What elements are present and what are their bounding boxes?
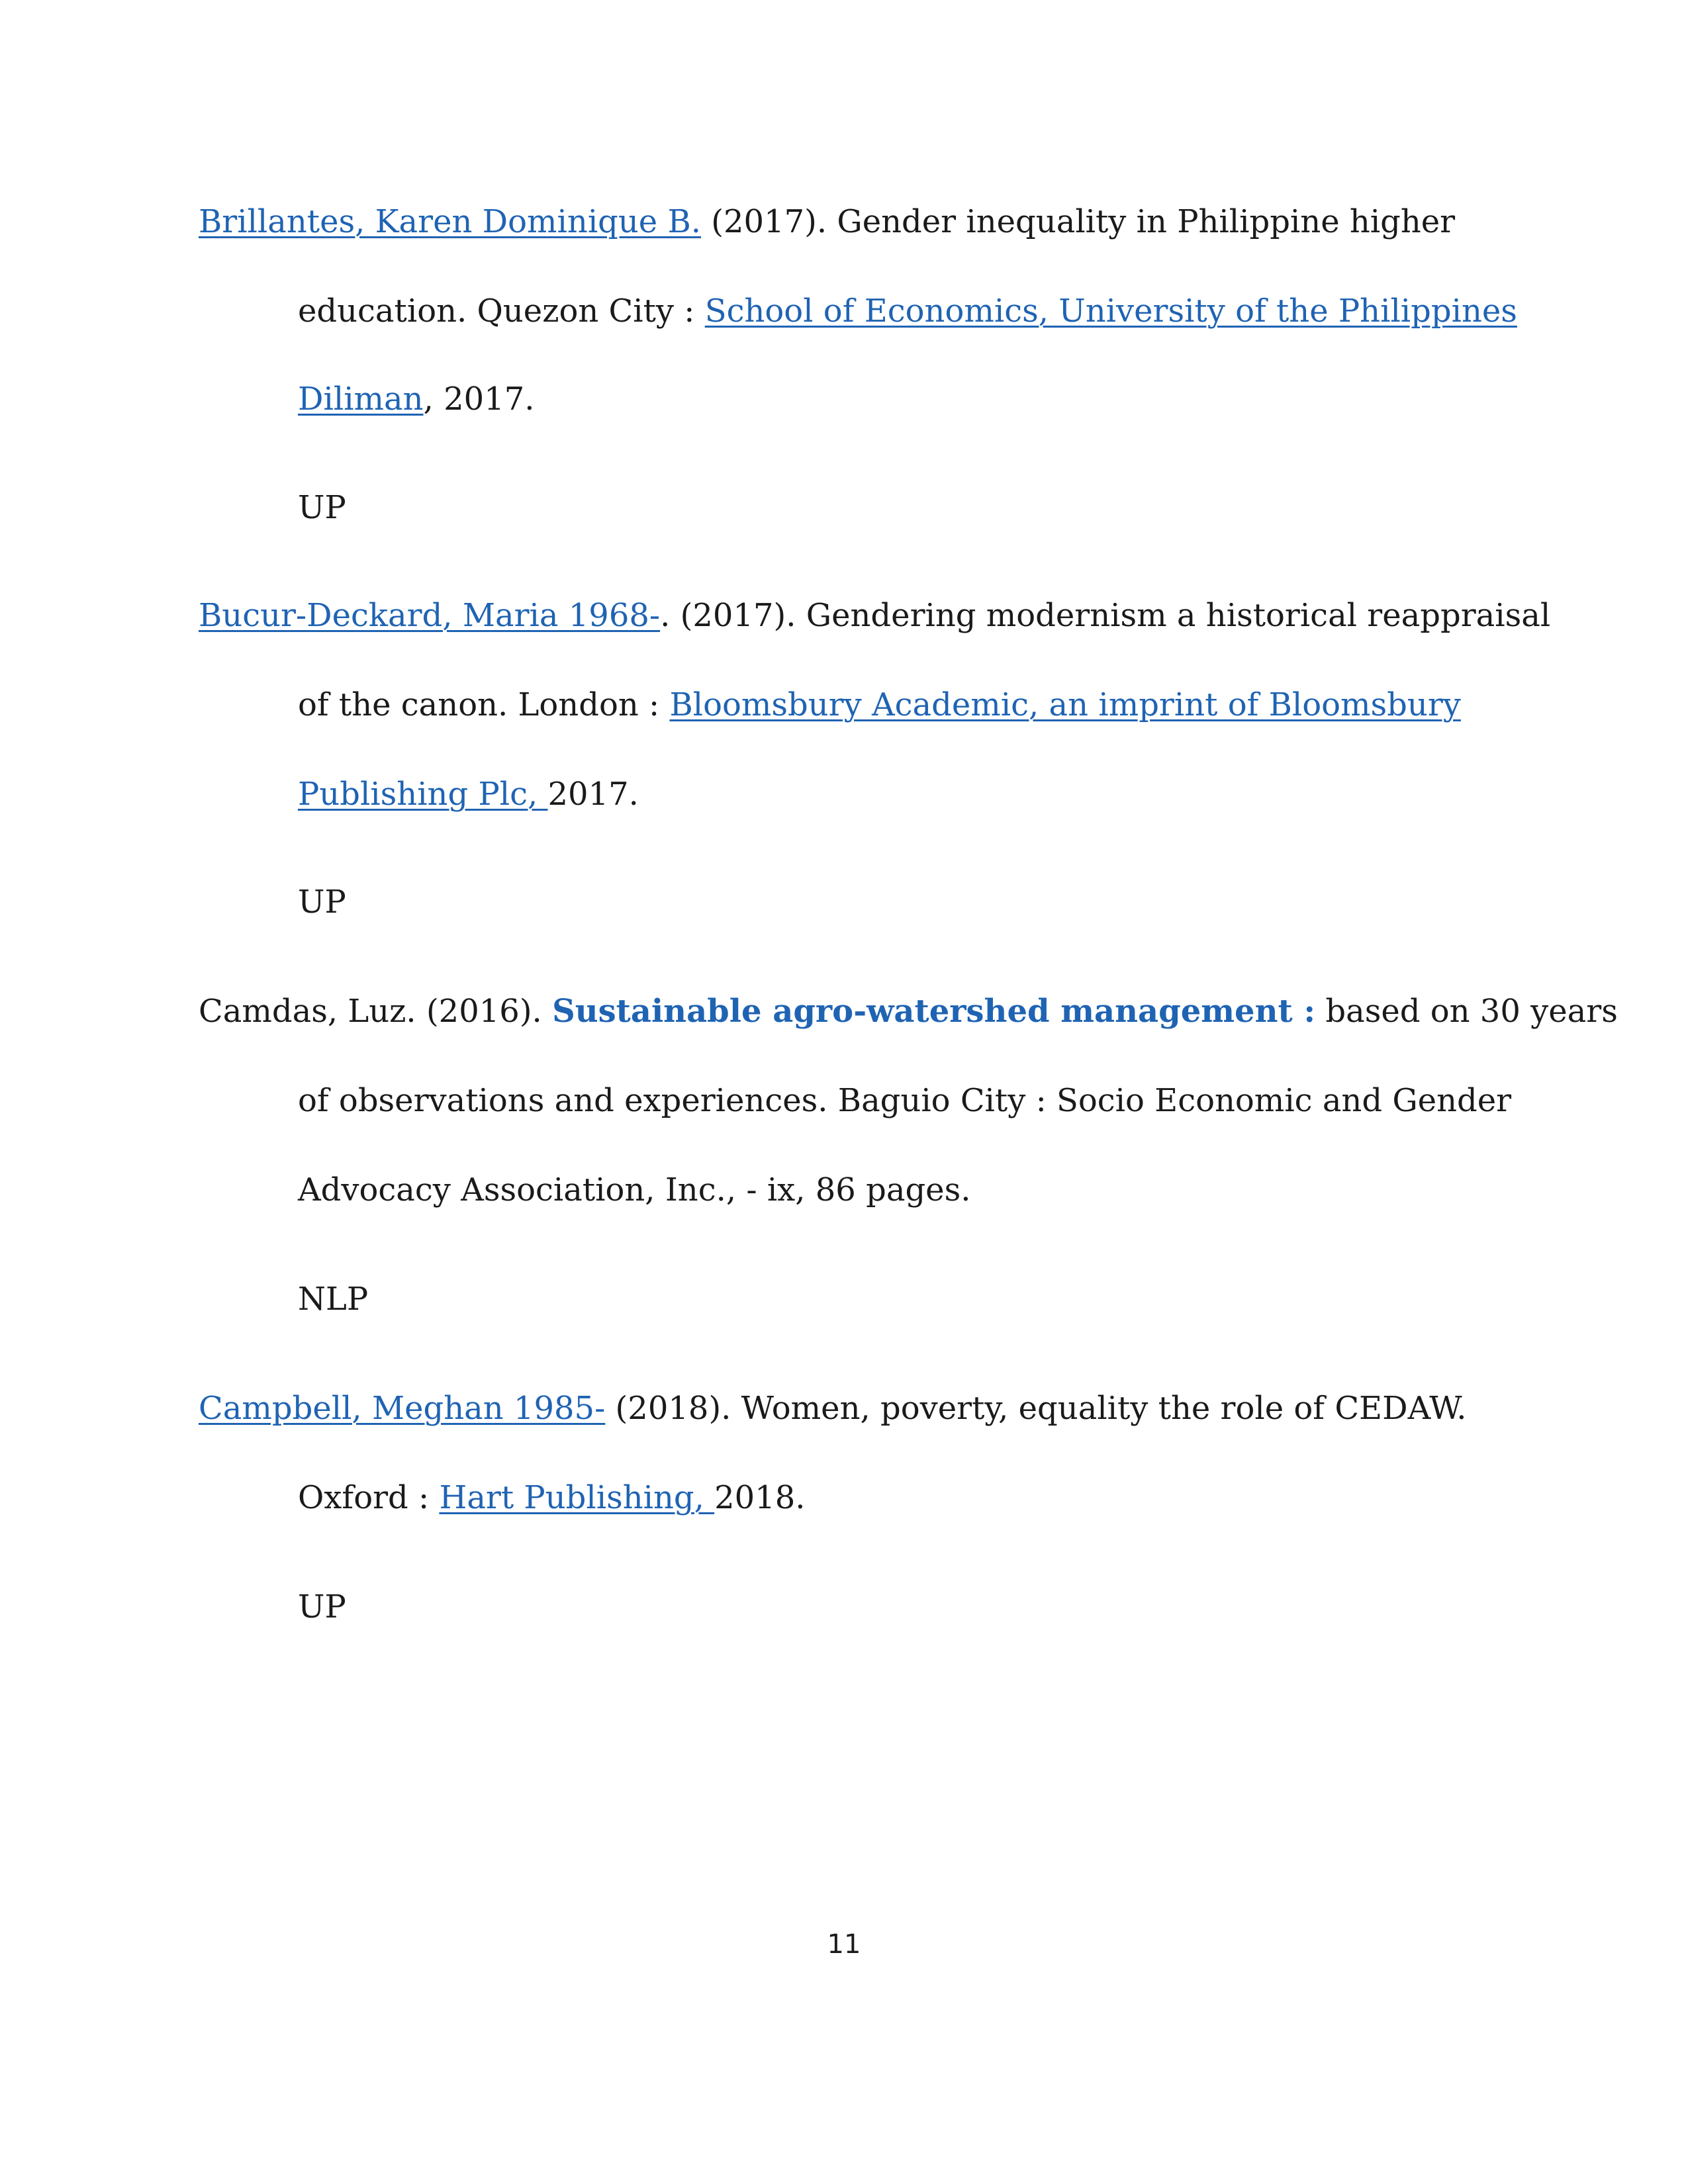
entry-4-line-2	[298, 1478, 806, 1518]
entry-1-publisher-link[interactable]: School of Economics, University of the Philippines	[704, 293, 1517, 330]
entry-1-year-title: (2017). Gender inequality in Philippine higher	[701, 203, 1456, 240]
entry-2-publisher-link[interactable]: Bloomsbury Academic, an imprint of Bloomsbury	[669, 686, 1461, 723]
entry-1-tail: , 2017.	[423, 381, 535, 418]
entry-1-place: education. Quezon City :	[298, 293, 705, 330]
entry-2-source: UP	[298, 884, 346, 921]
entry-4-author-link[interactable]: Campbell, Meghan 1985-	[199, 1390, 606, 1427]
entry-2-author-link[interactable]: Bucur-Deckard, Maria 1968-	[199, 597, 661, 634]
entry-2-line-1	[199, 596, 1550, 635]
entry-4-line-1	[199, 1388, 1467, 1428]
entry-3-line-2: of observations and experiences. Baguio City : Socio Economic and Gender	[298, 1082, 1512, 1119]
page-number: 11	[827, 1929, 861, 1960]
entry-2-year-title: . (2017). Gendering modernism a historical reappraisal	[660, 597, 1551, 634]
entry-4-source: UP	[298, 1588, 346, 1625]
entry-2-publisher-link-cont[interactable]: Publishing Plc,	[298, 776, 548, 813]
entry-4-year-title: (2018). Women, poverty, equality the role of CEDAW.	[605, 1390, 1467, 1427]
entry-3-author: Camdas, Luz. (2016).	[199, 993, 553, 1030]
entry-4-tail: 2018.	[714, 1479, 806, 1516]
entry-1-line-2	[298, 291, 1517, 331]
entry-3-title-rest: based on 30 years	[1315, 993, 1618, 1030]
entry-3-line-1	[199, 991, 1618, 1031]
entry-4-place: Oxford :	[298, 1479, 440, 1516]
entry-2-line-3	[199, 774, 639, 814]
entry-1-source: UP	[298, 489, 346, 526]
entry-1-publisher-link-cont[interactable]: Diliman	[298, 381, 424, 418]
entry-3-title-bold: Sustainable agro-watershed management :	[552, 993, 1316, 1030]
entry-2-tail: 2017.	[547, 776, 639, 813]
entry-3-source: NLP	[298, 1281, 369, 1318]
entry-3-line-3: Advocacy Association, Inc., - ix, 86 pages.	[298, 1171, 971, 1208]
entry-2-line-2	[298, 685, 1461, 725]
entry-1-author-link[interactable]: Brillantes, Karen Dominique B.	[199, 203, 701, 240]
entry-2-place: of the canon. London :	[298, 686, 670, 723]
entry-1-line-3	[199, 379, 535, 419]
entry-1-line-1	[199, 202, 1455, 242]
entry-4-publisher-link[interactable]: Hart Publishing,	[439, 1479, 715, 1516]
